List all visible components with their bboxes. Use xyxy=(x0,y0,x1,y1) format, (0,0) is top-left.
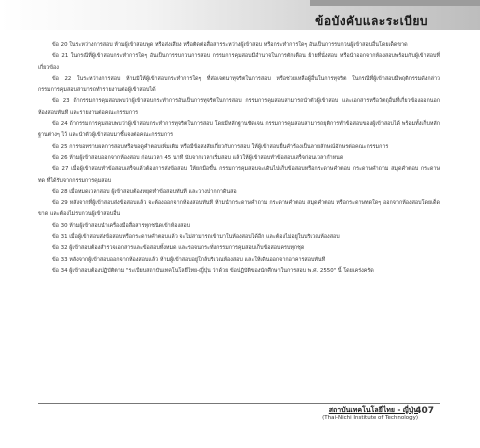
paragraph: ข้อ 32 ผู้เข้าสอบต้องสำรวจเอกสารและข้อสอบทั้งหมด และรอจนกระทั่งกรรมการคุมสอบเก็บข้อสอบครบทุกชุด xyxy=(52,245,305,252)
page-number: 407 xyxy=(415,406,434,416)
paragraph: ข้อ 27 เมื่อผู้เข้าสอบทำข้อสอบเสร็จแล้วต้องการส่งข้อสอบ ให้ยกมือขึ้น กรรมการคุมสอบจะเดินไปเก็บข้อสอบหรือกระดาษคำตอบ กระดาษคำถาม สมุดคำตอบ กระดาษทด ที่ได้รับจากกรรมการคุมสอบ xyxy=(38,166,440,184)
paragraph: ข้อ 24 ถ้ากรรมการคุมสอบพบว่าผู้เข้าสอบกระทำการทุจริตในการสอบ โดยมีหลักฐานชัดเจน กรรมการคุมสอบสามารถยุติการทำข้อสอบของผู้เข้าสอบได้ พร้อมทั้งเก็บหลักฐานต่างๆ ไว้ และนำตัวผู้เข้าสอบมาชี้แจงต่อคณะกรรมการ xyxy=(38,121,440,139)
paragraph: ข้อ 30 ห้ามผู้เข้าสอบนำเครื่องมือสื่อสารทุกชนิดเข้าห้องสอบ xyxy=(52,222,191,229)
document-body xyxy=(38,40,440,277)
paragraph: ข้อ 33 หลังจากผู้เข้าสอบออกจากห้องสอบแล้ว ห้ามผู้เข้าสอบอยู่ใกล้บริเวณห้องสอบ และให้เดินออกจากอาคารสอบทันที xyxy=(52,256,326,263)
paragraph: ข้อ 22 ในระหว่างการสอบ ห้ามมิให้ผู้เข้าสอบกระทำการใดๆ ที่ส่อเจตนาทุจริตในการสอบ หรือช่วยเหลือผู้อื่นในการทุจริต ในกรณีที่ผู้เข้าสอบมีพฤติกรรมดังกล่าว กรรมการคุมสอบสามารถทำรายงานต่อผู้เข้าสอบได้ xyxy=(38,75,440,94)
header-stripe xyxy=(310,0,480,6)
paragraph: ข้อ 29 หลังจากที่ผู้เข้าสอบส่งข้อสอบแล้ว จะต้องออกจากห้องสอบทันที ห้ามนำกระดาษคำถาม กระดาษคำตอบ สมุดคำตอบ หรือกระดาษทดใดๆ ออกจากห้องสอบโดยเด็ดขาด และต้องไม่รบกวนผู้เข้าสอบอื่น xyxy=(38,200,440,218)
footer-institute-name: สถาบันเทคโนโลยีไทย - ญี่ปุ่น xyxy=(328,406,418,414)
paragraph: ข้อ 21 ในกรณีที่ผู้เข้าสอบกระทำการใดๆ อันเป็นการรบกวนการสอบ กรรมการคุมสอบมีอำนาจในการตักเตือน ย้ายที่นั่งสอบ หรือนำออกจากห้องสอบพร้อมกับผู้เข้าสอบที่เกี่ยวข้อง xyxy=(38,53,440,71)
paragraph: ข้อ 23 ถ้ากรรมการคุมสอบพบว่าผู้เข้าสอบกระทำการอันเป็นการทุจริตในการสอบ กรรมการคุมสอบสามารถนำตัวผู้เข้าสอบ และเอกสารหรือวัตถุอื่นที่เกี่ยวข้องออกนอกห้องสอบทันที และรายงานต่อคณะกรรมการ xyxy=(38,98,440,116)
footer-divider xyxy=(38,403,440,404)
footer-institute-english: (Thai-Nichi Institute of Technology) xyxy=(322,415,418,421)
paragraph: ข้อ 26 ห้ามผู้เข้าสอบออกจากห้องสอบ ก่อนเวลา 45 นาที นับจากเวลาเริ่มสอบ แล้วให้ผู้เข้าสอบทำข้อสอบเสร็จก่อนเวลากำหนด xyxy=(52,154,344,161)
paragraph: ข้อ 28 เมื่อหมดเวลาสอบ ผู้เข้าสอบต้องหยุดทำข้อสอบทันที และวางปากกาดินสอ xyxy=(52,188,237,195)
paragraph: ข้อ 34 ผู้เข้าสอบต้องปฏิบัติตาม "ระเบียบสถาบันเทคโนโลยีไทย-ญี่ปุ่น ว่าด้วย ข้อปฏิบัติของนักศึกษาในการสอบ พ.ศ. 2550" นี้ โดยเคร่งครัด xyxy=(52,267,374,274)
paragraph: ข้อ 25 การขอทราบผลการสอบหรือขอดูคำตอบเพิ่มเติม หรือมีข้อสงสัยเกี่ยวกับการสอบ ให้ผู้เข้าสอบยื่นคำร้องเป็นลายลักษณ์อักษรต่อคณะกรรมการ xyxy=(52,143,389,150)
paragraph: ข้อ 20 ในระหว่างการสอบ ห้ามผู้เข้าสอบพูด หรือส่งเสียง หรือติดต่อสื่อสารระหว่างผู้เข้าสอบ หรือกระทำการใดๆ อันเป็นการรบกวนผู้เข้าสอบอื่นโดยเด็ดขาด xyxy=(52,42,408,48)
paragraph: ข้อ 31 เมื่อผู้เข้าสอบส่งข้อสอบหรือกระดาษคำตอบแล้ว จะไม่สามารถเข้ามาในห้องสอบได้อีก และต้องไม่อยู่ในบริเวณห้องสอบ xyxy=(52,234,340,241)
page-title: ข้อบังคับและระเบียบ xyxy=(315,14,428,28)
